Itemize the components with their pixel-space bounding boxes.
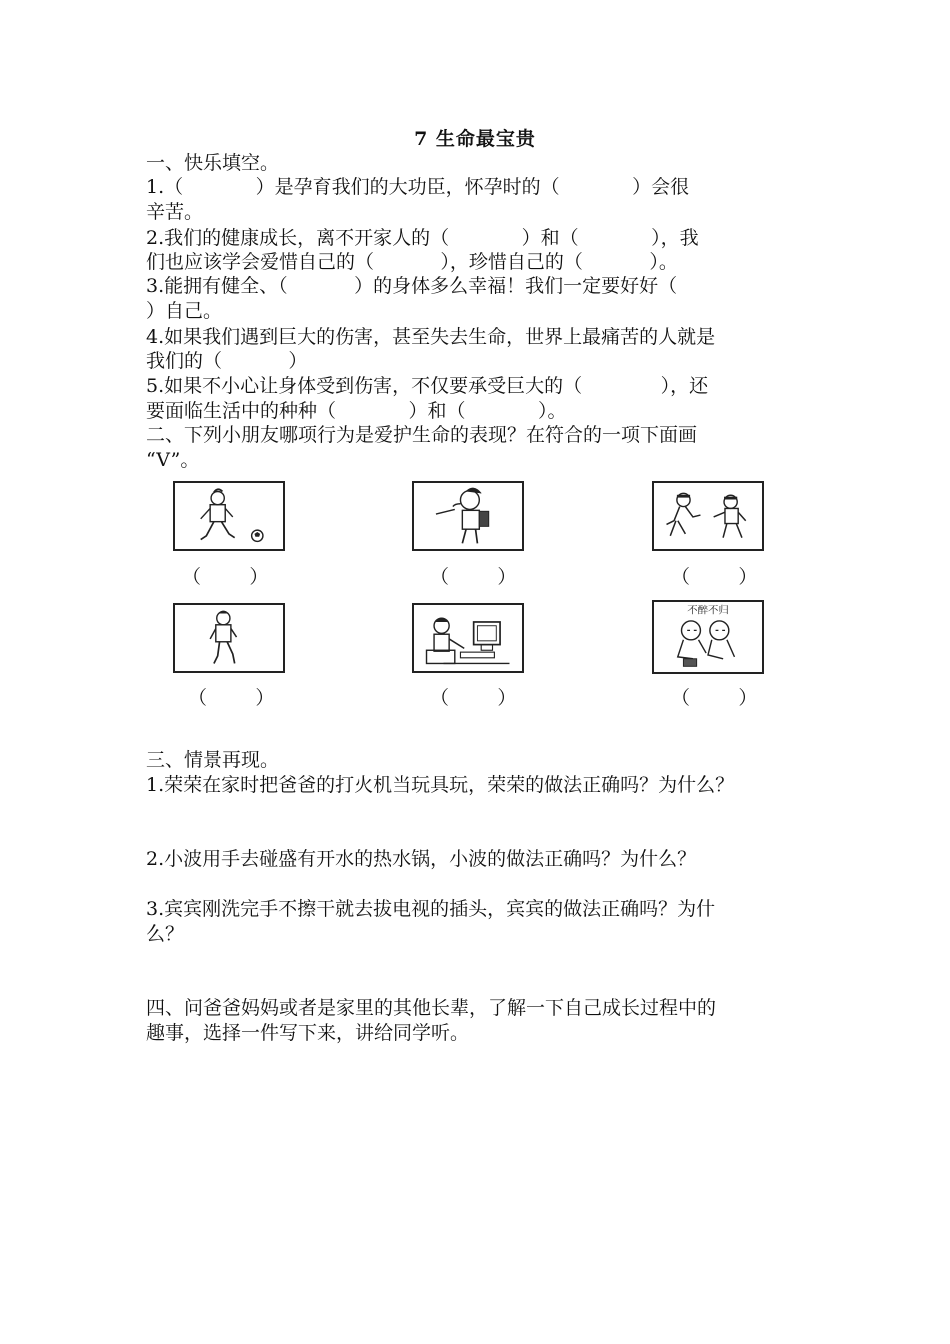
fill-blank-line: 3.能拥有健全、（ ）的身体多么幸福！我们一定要好好（ (146, 275, 678, 297)
boys-drinking-icon (652, 600, 764, 674)
section1-heading: 一、快乐填空。 (146, 152, 280, 174)
boy-running-icon (173, 603, 285, 673)
boys-fighting-icon (652, 481, 764, 551)
answer-parens[interactable]: （ ） (671, 566, 758, 588)
fill-blank-line: 要面临生活中的种种（ ）和（ ）。 (146, 400, 567, 422)
answer-parens[interactable]: （ ） (430, 566, 517, 588)
question-3: 3.宾宾刚洗完手不擦干就去拔电视的插头，宾宾的做法正确吗？为什 (146, 898, 716, 920)
section4-heading: 四、问爸爸妈妈或者是家里的其他长辈，了解一下自己成长过程中的 (146, 997, 717, 1019)
answer-parens[interactable]: （ ） (188, 687, 275, 709)
fill-blank-line: ）自己。 (146, 300, 223, 322)
page-title: 7 生命最宝贵 (414, 128, 536, 150)
fill-blank-line: 5.如果不小心让身体受到伤害，不仅要承受巨大的（ ），还 (146, 375, 709, 397)
question-1: 1.荣荣在家时把爸爸的打火机当玩具玩，荣荣的做法正确吗？为什么？ (146, 774, 735, 796)
section2-heading: 二、下列小朋友哪项行为是爱护生命的表现？在符合的一项下面画 (146, 424, 698, 446)
section2-heading-cont: “V”。 (146, 449, 200, 471)
question-2: 2.小波用手去碰盛有开水的热水锅，小波的做法正确吗？为什么？ (146, 848, 697, 870)
fill-blank-line: 4.如果我们遇到巨大的伤害，甚至失去生命，世界上最痛苦的人就是 (146, 326, 716, 348)
section4-heading-cont: 趣事，选择一件写下来，讲给同学听。 (146, 1022, 470, 1044)
fill-blank-line: 辛苦。 (146, 201, 204, 223)
fill-blank-line: 2.我们的健康成长，离不开家人的（ ）和（ ），我 (146, 227, 699, 249)
answer-parens[interactable]: （ ） (182, 566, 269, 588)
boy-playing-soccer-icon (173, 481, 285, 551)
fill-blank-line: 我们的（ ） (146, 350, 308, 372)
boy-with-pencil-in-mouth-icon (412, 481, 524, 551)
answer-parens[interactable]: （ ） (430, 687, 517, 709)
fill-blank-line: 1.（ ）是孕育我们的大功臣，怀孕时的（ ）会很 (146, 176, 690, 198)
answer-parens[interactable]: （ ） (671, 687, 758, 709)
fill-blank-line: 们也应该学会爱惜自己的（ ），珍惜自己的（ ）。 (146, 251, 678, 273)
banner-caption: 不醉不归 (687, 604, 729, 617)
boy-at-computer-icon (412, 603, 524, 673)
question-3-cont: 么？ (146, 923, 185, 945)
section3-heading: 三、情景再现。 (146, 749, 280, 771)
